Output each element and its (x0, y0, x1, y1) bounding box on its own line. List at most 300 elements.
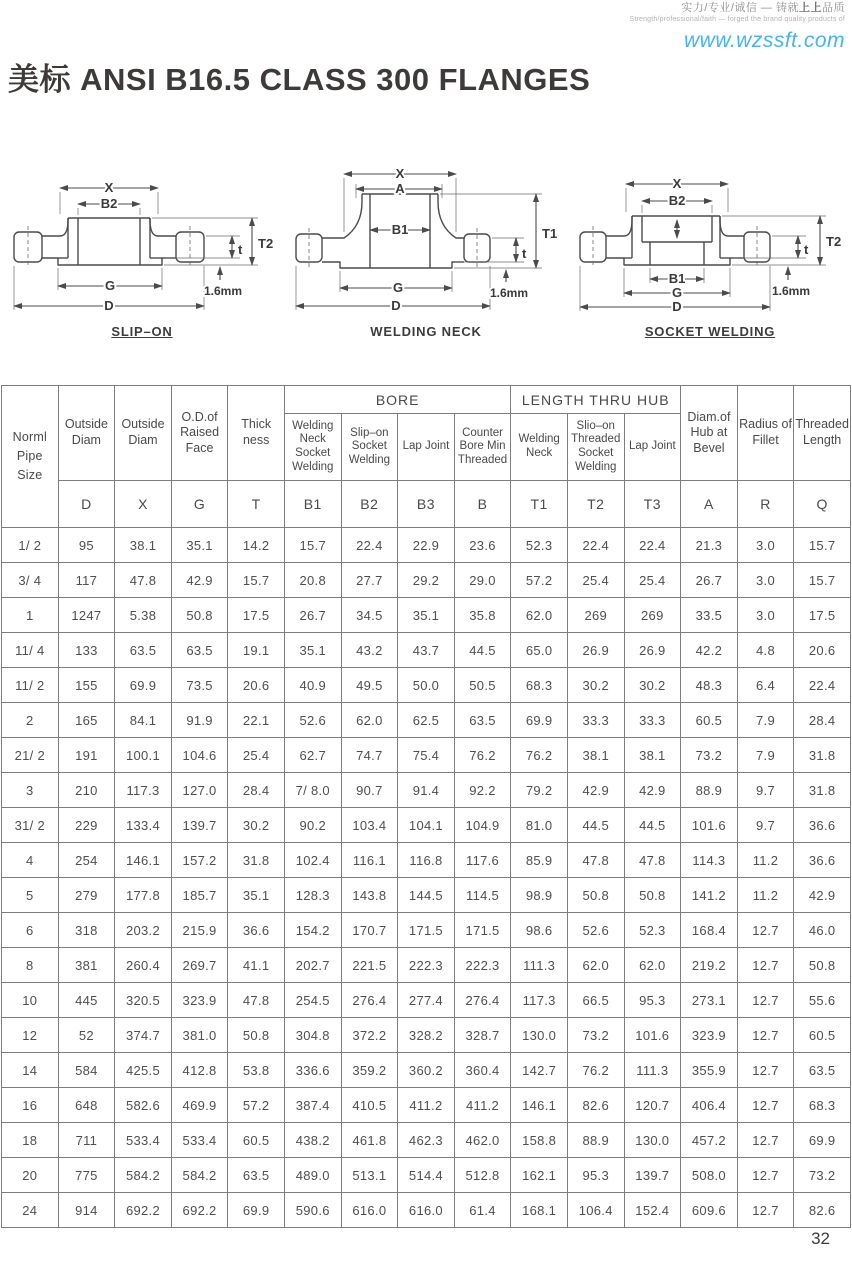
page-title: 美标 ANSI B16.5 CLASS 300 FLANGES (8, 61, 591, 97)
table-cell: 381 (58, 948, 115, 983)
table-cell: 462.3 (398, 1123, 455, 1158)
table-cell: 514.4 (398, 1158, 455, 1193)
table-cell: 269.7 (171, 948, 228, 983)
dim-label-raised-face: 1.6mm (490, 286, 529, 300)
table-cell: 111.3 (624, 1053, 681, 1088)
table-cell: 62.5 (398, 703, 455, 738)
table-cell: 81.0 (511, 808, 568, 843)
table-cell: 387.4 (284, 1088, 341, 1123)
symbol-G: G (171, 481, 228, 528)
table-cell: 203.2 (115, 913, 172, 948)
table-cell: 21/ 2 (2, 738, 59, 773)
table-cell: 1 (2, 598, 59, 633)
col-header-bore-welding-neck: Welding Neck Socket Welding (284, 414, 341, 481)
table-cell: 55.6 (794, 983, 851, 1018)
table-cell: 165 (58, 703, 115, 738)
table-cell: 152.4 (624, 1193, 681, 1228)
table-cell: 25.4 (228, 738, 285, 773)
table-cell: 98.6 (511, 913, 568, 948)
table-cell: 53.8 (228, 1053, 285, 1088)
table-cell: 461.8 (341, 1123, 398, 1158)
table-cell: 28.4 (228, 773, 285, 808)
col-header-bore-lap-joint: Lap Joint (398, 414, 455, 481)
table-cell: 15.7 (228, 563, 285, 598)
dim-label-t: t (804, 242, 809, 257)
table-cell: 336.6 (284, 1053, 341, 1088)
table-body (2, 528, 851, 1228)
table-cell: 22.1 (228, 703, 285, 738)
table-cell: 210 (58, 773, 115, 808)
table-cell: 445 (58, 983, 115, 1018)
col-header-hub-slip-on: Slio–on Threaded Socket Welding (567, 414, 624, 481)
table-cell: 104.6 (171, 738, 228, 773)
table-cell: 410.5 (341, 1088, 398, 1123)
table-cell: 38.1 (115, 528, 172, 563)
table-cell: 46.0 (794, 913, 851, 948)
table-cell: 139.7 (171, 808, 228, 843)
table-cell: 438.2 (284, 1123, 341, 1158)
flange-diagrams (0, 158, 852, 339)
table-cell: 47.8 (228, 983, 285, 1018)
table-cell: 50.8 (228, 1018, 285, 1053)
table-cell: 26.7 (284, 598, 341, 633)
col-header-outside-diam-d: Outside Diam (58, 386, 115, 481)
table-row (2, 773, 851, 808)
table-cell: 52 (58, 1018, 115, 1053)
table-cell: 12.7 (737, 1158, 794, 1193)
table-row (2, 948, 851, 983)
welding-neck-drawing-icon (284, 158, 568, 322)
table-cell: 101.6 (624, 1018, 681, 1053)
table-cell: 8 (2, 948, 59, 983)
table-cell: 117 (58, 563, 115, 598)
slogan-cn-suffix: 品质 (822, 2, 845, 14)
table-cell: 170.7 (341, 913, 398, 948)
table-cell: 355.9 (681, 1053, 738, 1088)
table-cell: 372.2 (341, 1018, 398, 1053)
table-cell: 23.6 (454, 528, 511, 563)
table-cell: 171.5 (454, 913, 511, 948)
table-cell: 221.5 (341, 948, 398, 983)
table-cell: 90.7 (341, 773, 398, 808)
table-cell: 52.3 (624, 913, 681, 948)
table-cell: 139.7 (624, 1158, 681, 1193)
table-cell: 95.3 (567, 1158, 624, 1193)
table-cell: 40.9 (284, 668, 341, 703)
table-cell: 616.0 (398, 1193, 455, 1228)
table-row (2, 668, 851, 703)
table-cell: 260.4 (115, 948, 172, 983)
table-cell: 222.3 (454, 948, 511, 983)
table-cell: 254 (58, 843, 115, 878)
table-cell: 30.2 (624, 668, 681, 703)
table-cell: 49.5 (341, 668, 398, 703)
table-cell: 62.0 (511, 598, 568, 633)
table-cell: 144.5 (398, 878, 455, 913)
col-header-thickness: Thick ness (228, 386, 285, 481)
slogan-chinese (629, 2, 845, 15)
symbol-B: B (454, 481, 511, 528)
dim-label-G: G (104, 278, 116, 293)
table-cell: 103.4 (341, 808, 398, 843)
table-cell: 469.9 (171, 1088, 228, 1123)
col-header-od-raised-face: O.D.of Raised Face (171, 386, 228, 481)
table-row (2, 983, 851, 1018)
table-cell: 584.2 (115, 1158, 172, 1193)
table-cell: 63.5 (454, 703, 511, 738)
table-cell: 82.6 (794, 1193, 851, 1228)
table-cell: 191 (58, 738, 115, 773)
table-cell: 9.7 (737, 773, 794, 808)
table-cell: 457.2 (681, 1123, 738, 1158)
table-row (2, 1018, 851, 1053)
table-cell: 273.1 (681, 983, 738, 1018)
table-cell: 31.8 (228, 843, 285, 878)
table-cell: 52.3 (511, 528, 568, 563)
caption-slip-on: SLIP–ON (111, 324, 173, 339)
table-cell: 12 (2, 1018, 59, 1053)
table-cell: 50.0 (398, 668, 455, 703)
table-cell: 130.0 (511, 1018, 568, 1053)
table-cell: 35.1 (398, 598, 455, 633)
col-header-bore-counter-bore: Counter Bore Min Threaded (454, 414, 511, 481)
caption-socket-welding: SOCKET WELDING (644, 324, 776, 339)
dim-label-G: G (671, 285, 683, 300)
table-cell: 35.8 (454, 598, 511, 633)
table-cell: 69.9 (228, 1193, 285, 1228)
table-cell: 11.2 (737, 878, 794, 913)
dim-label-T2: T2 (826, 234, 842, 249)
table-cell: 18 (2, 1123, 59, 1158)
table-cell: 48.3 (681, 668, 738, 703)
table-cell: 82.6 (567, 1088, 624, 1123)
table-cell: 590.6 (284, 1193, 341, 1228)
diagram-slip-on (0, 158, 284, 339)
table-row (2, 1193, 851, 1228)
table-cell: 42.9 (794, 878, 851, 913)
table-cell: 69.9 (115, 668, 172, 703)
table-cell: 133 (58, 633, 115, 668)
symbol-T3: T3 (624, 481, 681, 528)
table-cell: 29.0 (454, 563, 511, 598)
table-cell: 50.8 (794, 948, 851, 983)
table-row (2, 843, 851, 878)
table-cell: 66.5 (567, 983, 624, 1018)
table-cell: 61.4 (454, 1193, 511, 1228)
dim-label-B2: B2 (668, 193, 686, 208)
table-cell: 11/ 4 (2, 633, 59, 668)
table-cell: 57.2 (228, 1088, 285, 1123)
diagram-socket-welding (568, 158, 852, 339)
table-cell: 276.4 (454, 983, 511, 1018)
table-cell: 116.1 (341, 843, 398, 878)
table-cell: 116.8 (398, 843, 455, 878)
table-cell: 63.5 (794, 1053, 851, 1088)
table-cell: 219.2 (681, 948, 738, 983)
table-cell: 142.7 (511, 1053, 568, 1088)
group-header-length-thru-hub: LENGTH THRU HUB (511, 386, 681, 414)
table-cell: 92.2 (454, 773, 511, 808)
dim-label-X: X (104, 180, 114, 195)
table-cell: 47.8 (567, 843, 624, 878)
symbol-B2: B2 (341, 481, 398, 528)
table-row (2, 1088, 851, 1123)
table-cell: 36.6 (228, 913, 285, 948)
table-cell: 57.2 (511, 563, 568, 598)
table-cell: 69.9 (794, 1123, 851, 1158)
table-cell: 63.5 (228, 1158, 285, 1193)
table-cell: 63.5 (171, 633, 228, 668)
table-cell: 609.6 (681, 1193, 738, 1228)
table-cell: 52.6 (284, 703, 341, 738)
table-cell: 3.0 (737, 598, 794, 633)
table-cell: 914 (58, 1193, 115, 1228)
table-cell: 73.5 (171, 668, 228, 703)
table-cell: 34.5 (341, 598, 398, 633)
table-cell: 360.2 (398, 1053, 455, 1088)
table-cell: 88.9 (567, 1123, 624, 1158)
table-cell: 2 (2, 703, 59, 738)
table-cell: 73.2 (794, 1158, 851, 1193)
symbol-A: A (681, 481, 738, 528)
table-cell: 117.3 (115, 773, 172, 808)
table-cell: 168.4 (681, 913, 738, 948)
table-cell: 52.6 (567, 913, 624, 948)
masthead (629, 2, 845, 53)
table-cell: 127.0 (171, 773, 228, 808)
table-cell: 62.0 (624, 948, 681, 983)
table-cell: 33.3 (624, 703, 681, 738)
table-cell: 91.4 (398, 773, 455, 808)
table-cell: 47.8 (115, 563, 172, 598)
table-cell: 76.2 (454, 738, 511, 773)
table-cell: 320.5 (115, 983, 172, 1018)
table-cell: 120.7 (624, 1088, 681, 1123)
table-cell: 74.7 (341, 738, 398, 773)
table-header (2, 386, 851, 528)
table-cell: 25.4 (624, 563, 681, 598)
symbol-T: T (228, 481, 285, 528)
table-cell: 69.9 (511, 703, 568, 738)
table-cell: 50.8 (624, 878, 681, 913)
dim-label-raised-face: 1.6mm (204, 284, 243, 298)
table-row (2, 808, 851, 843)
table-cell: 76.2 (511, 738, 568, 773)
table-cell: 155 (58, 668, 115, 703)
table-cell: 513.1 (341, 1158, 398, 1193)
symbol-B3: B3 (398, 481, 455, 528)
table-cell: 5.38 (115, 598, 172, 633)
dim-label-B1: B1 (391, 222, 409, 237)
table-cell: 14.2 (228, 528, 285, 563)
table-cell: 512.8 (454, 1158, 511, 1193)
table-cell: 168.1 (511, 1193, 568, 1228)
table-cell: 68.3 (794, 1088, 851, 1123)
table-cell: 106.4 (567, 1193, 624, 1228)
table-cell: 63.5 (115, 633, 172, 668)
table-row (2, 563, 851, 598)
table-cell: 11/ 2 (2, 668, 59, 703)
table-cell: 533.4 (115, 1123, 172, 1158)
group-header-bore: BORE (284, 386, 510, 414)
dim-label-D: D (104, 298, 114, 313)
table-cell: 42.9 (567, 773, 624, 808)
table-cell: 30.2 (228, 808, 285, 843)
dim-label-t: t (238, 242, 243, 257)
table-cell: 359.2 (341, 1053, 398, 1088)
table-cell: 215.9 (171, 913, 228, 948)
table-cell: 73.2 (567, 1018, 624, 1053)
table-row (2, 738, 851, 773)
table-row (2, 913, 851, 948)
table-row (2, 1123, 851, 1158)
dim-label-B2: B2 (100, 196, 118, 211)
table-cell: 102.4 (284, 843, 341, 878)
table-cell: 5 (2, 878, 59, 913)
table-cell: 12.7 (737, 1088, 794, 1123)
table-cell: 22.4 (341, 528, 398, 563)
table-cell: 411.2 (398, 1088, 455, 1123)
table-cell: 158.8 (511, 1123, 568, 1158)
table-cell: 22.4 (624, 528, 681, 563)
symbol-T2: T2 (567, 481, 624, 528)
table-cell: 222.3 (398, 948, 455, 983)
table-cell: 584 (58, 1053, 115, 1088)
table-cell: 202.7 (284, 948, 341, 983)
table-cell: 60.5 (794, 1018, 851, 1053)
table-cell: 42.9 (624, 773, 681, 808)
table-cell: 154.2 (284, 913, 341, 948)
table-cell: 12.7 (737, 913, 794, 948)
table-cell: 22.4 (567, 528, 624, 563)
table-cell: 143.8 (341, 878, 398, 913)
table-cell: 276.4 (341, 983, 398, 1018)
table-cell: 100.1 (115, 738, 172, 773)
flange-spec-table (1, 385, 851, 1228)
diagram-welding-neck (284, 158, 568, 339)
dim-label-D: D (391, 298, 401, 313)
table-row (2, 1158, 851, 1193)
table-cell: 20.8 (284, 563, 341, 598)
table-cell: 1247 (58, 598, 115, 633)
table-cell: 141.2 (681, 878, 738, 913)
table-cell: 98.9 (511, 878, 568, 913)
table-cell: 114.3 (681, 843, 738, 878)
table-cell: 26.7 (681, 563, 738, 598)
table-cell: 582.6 (115, 1088, 172, 1123)
table-cell: 304.8 (284, 1018, 341, 1053)
table-cell: 101.6 (681, 808, 738, 843)
website-link[interactable]: www.wzssft.com (683, 28, 845, 52)
table-cell: 171.5 (398, 913, 455, 948)
dim-label-G: G (392, 280, 404, 295)
col-header-hub-lap-joint: Lap Joint (624, 414, 681, 481)
table-cell: 381.0 (171, 1018, 228, 1053)
table-cell: 489.0 (284, 1158, 341, 1193)
table-cell: 28.4 (794, 703, 851, 738)
table-cell: 692.2 (115, 1193, 172, 1228)
table-cell: 16 (2, 1088, 59, 1123)
table-cell: 95.3 (624, 983, 681, 1018)
table-cell: 508.0 (681, 1158, 738, 1193)
table-cell: 33.5 (681, 598, 738, 633)
symbol-T1: T1 (511, 481, 568, 528)
table-cell: 12.7 (737, 1053, 794, 1088)
table-cell: 229 (58, 808, 115, 843)
dim-label-A: A (395, 181, 405, 196)
table-cell: 25.4 (567, 563, 624, 598)
table-row (2, 703, 851, 738)
table-cell: 12.7 (737, 948, 794, 983)
table-cell: 90.2 (284, 808, 341, 843)
table-cell: 4.8 (737, 633, 794, 668)
table-cell: 75.4 (398, 738, 455, 773)
dim-label-T2: T2 (258, 236, 274, 251)
table-cell: 44.5 (624, 808, 681, 843)
table-cell: 62.7 (284, 738, 341, 773)
table-cell: 31.8 (794, 738, 851, 773)
table-cell: 277.4 (398, 983, 455, 1018)
table-row (2, 1053, 851, 1088)
table-cell: 412.8 (171, 1053, 228, 1088)
table-cell: 374.7 (115, 1018, 172, 1053)
dim-label-D: D (672, 299, 682, 314)
table-cell: 360.4 (454, 1053, 511, 1088)
dim-label-T1: T1 (542, 226, 558, 241)
table-cell: 15.7 (794, 528, 851, 563)
table-cell: 31.8 (794, 773, 851, 808)
table-cell: 162.1 (511, 1158, 568, 1193)
table-cell: 15.7 (284, 528, 341, 563)
dim-label-X: X (395, 166, 405, 181)
table-cell: 111.3 (511, 948, 568, 983)
table-cell: 31/ 2 (2, 808, 59, 843)
table-cell: 17.5 (228, 598, 285, 633)
table-cell: 79.2 (511, 773, 568, 808)
col-header-bore-slip-on: Slip–on Socket Welding (341, 414, 398, 481)
table-cell: 318 (58, 913, 115, 948)
table-cell: 10 (2, 983, 59, 1018)
table-cell: 533.4 (171, 1123, 228, 1158)
table-cell: 12.7 (737, 1193, 794, 1228)
table-cell: 133.4 (115, 808, 172, 843)
table-row (2, 528, 851, 563)
table-cell: 3.0 (737, 528, 794, 563)
table-cell: 85.9 (511, 843, 568, 878)
table-cell: 114.5 (454, 878, 511, 913)
table-cell: 146.1 (115, 843, 172, 878)
table-cell: 648 (58, 1088, 115, 1123)
table-cell: 35.1 (228, 878, 285, 913)
table-cell: 7.9 (737, 738, 794, 773)
table-cell: 328.2 (398, 1018, 455, 1053)
table-cell: 323.9 (171, 983, 228, 1018)
table-cell: 43.7 (398, 633, 455, 668)
table-cell: 35.1 (284, 633, 341, 668)
table-cell: 12.7 (737, 1018, 794, 1053)
table-cell: 47.8 (624, 843, 681, 878)
col-header-radius-fillet: Radius of Fillet (737, 386, 794, 481)
table-cell: 462.0 (454, 1123, 511, 1158)
table-cell: 20.6 (794, 633, 851, 668)
symbol-B1: B1 (284, 481, 341, 528)
table-cell: 38.1 (567, 738, 624, 773)
table-cell: 50.5 (454, 668, 511, 703)
table-cell: 411.2 (454, 1088, 511, 1123)
table-cell: 22.4 (794, 668, 851, 703)
table-row (2, 598, 851, 633)
table-cell: 7/ 8.0 (284, 773, 341, 808)
